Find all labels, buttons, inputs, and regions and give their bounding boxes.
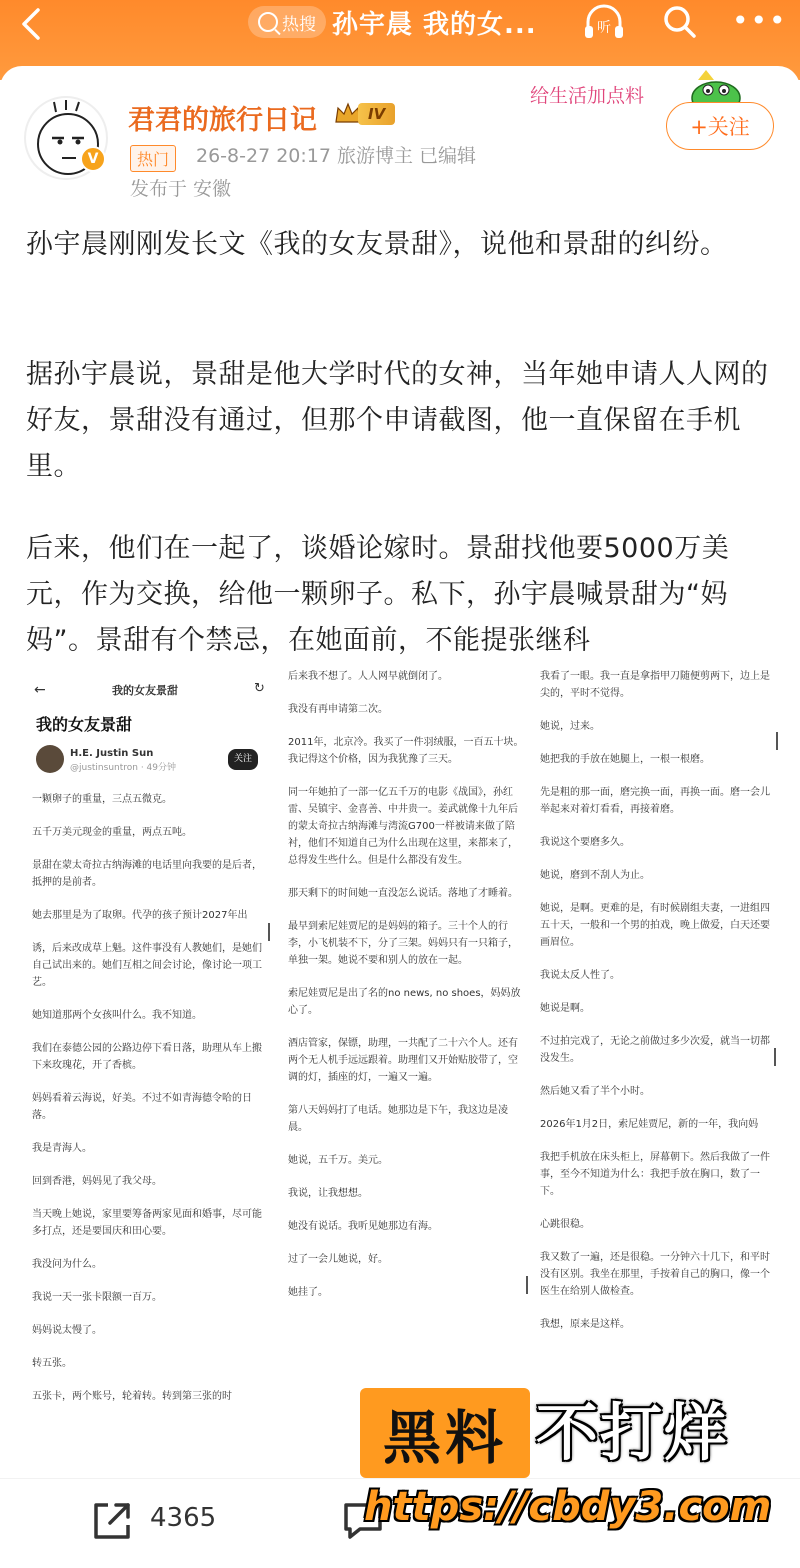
screenshot-paragraph: 先是粗的那一面，磨完换一面，再换一面。磨一会儿举起来对着灯看看，再接着磨。: [540, 787, 770, 815]
refresh-icon: ↻: [254, 681, 265, 696]
column-divider: [526, 1276, 528, 1294]
column-divider: [268, 923, 270, 941]
hot-tag: 热门: [130, 145, 176, 172]
screenshot-paragraph: 第八天妈妈打了电话。她那边是下午，我这边是凌晨。: [288, 1105, 508, 1133]
screenshot-paragraph: 我是青海人。: [32, 1143, 92, 1154]
screenshot-paragraph: 妈妈看着云海说，好美。不过不如青海德令哈的日落。: [32, 1093, 252, 1121]
screenshot-author-row: [32, 743, 264, 785]
screenshot-paragraph: 我说这个要磨多久。: [540, 837, 630, 848]
screenshot-paragraph: 我说一天一张卡限额一百万。: [32, 1292, 162, 1303]
search-icon[interactable]: [660, 2, 700, 42]
follow-button[interactable]: +关注: [666, 102, 774, 150]
post-location: 发布于 安徽: [130, 178, 232, 200]
screenshot-paragraph: 我把手机放在床头柜上，屏幕朝下。然后我做了一件事，至今不知道为什么：我把手放在胸口，数了一下。: [540, 1152, 770, 1197]
screenshot-paragraph: 2026年1月2日，索尼娃贾尼，新的一年，我向妈: [540, 1119, 759, 1130]
hot-search-pill[interactable]: [248, 6, 326, 38]
screenshot-column-2: [288, 668, 524, 1317]
post-paragraph-2: 据孙宇晨说，景甜是他大学时代的女神，当年她申请人人网的好友，景甜没有通过，但那个申请截图，他一直保留在手机里。: [26, 359, 769, 482]
screenshot-paragraph: 索尼娃贾尼是出了名的no news, no shoes，妈妈放心了。: [288, 988, 521, 1016]
screenshot-paragraph: 景甜在蒙太奇拉古纳海滩的电话里向我要的是后者，抵押的是前者。: [32, 860, 262, 888]
article-screenshot-image[interactable]: [24, 668, 776, 1476]
screenshot-paragraph: 我说太反人性了。: [540, 970, 620, 981]
watermark-box: 黑料: [360, 1388, 530, 1478]
screenshot-paragraph: 诱，后来改成草上魁。这件事没有人教她们，是她们自己试出来的。她们互相之间会讨论，像讨论一项工艺。: [32, 943, 262, 988]
screenshot-header-title: 我的女友景甜: [112, 684, 178, 697]
post-meta: 26-8-27 20:17 旅游博主 已编辑: [196, 145, 477, 167]
screenshot-column-3-body: [540, 668, 774, 1333]
post-paragraph-1: 孙宇晨刚刚发长文《我的女友景甜》，说他和景甜的纠纷。: [26, 229, 728, 260]
screenshot-follow-button: 关注: [228, 749, 258, 770]
screenshot-paragraph: 我没问为什么。: [32, 1259, 102, 1270]
level-text: IV: [358, 103, 395, 125]
screenshot-header: [32, 668, 264, 712]
screenshot-paragraph: 2011年，北京冷。我买了一件羽绒服，一百五十块。我记得这个价格，因为我犹豫了三天。: [288, 737, 524, 765]
hot-search-tag: 热搜: [282, 14, 316, 35]
screenshot-paragraph: 她知道那两个女孩叫什么。我不知道。: [32, 1010, 202, 1021]
back-arrow-icon[interactable]: [14, 6, 50, 42]
screenshot-paragraph: 然后她又看了半个小时。: [540, 1086, 650, 1097]
topic-title[interactable]: 孙宇晨 我的女...: [332, 10, 537, 40]
author-name[interactable]: 君君的旅行日记: [128, 105, 317, 136]
screenshot-paragraph: 转五张。: [32, 1358, 72, 1369]
share-icon[interactable]: [88, 1497, 136, 1545]
screenshot-paragraph: 不过拍完戏了，无论之前做过多少次爱，就当一切都没发生。: [540, 1036, 770, 1064]
screenshot-paragraph: 她挂了。: [288, 1287, 328, 1298]
screenshot-paragraph: 当天晚上她说，家里要筹备两家见面和婚事，尽可能多打点，还是要国庆和田心要。: [32, 1209, 262, 1237]
screenshot-paragraph: 我们在泰德公园的公路边停下看日落，助理从车上搬下来玫瑰花，开了香槟。: [32, 1043, 262, 1071]
watermark-text: 不打烊: [536, 1396, 729, 1469]
screenshot-paragraph: 她说，是啊。更难的是，有时候剧组夫妻，一进组四五十天，一般和一个男的拍戏，晚上做爱，白天还要画眉位。: [540, 903, 770, 948]
screenshot-author-name: H.E. Justin Sun: [70, 748, 154, 759]
back-arrow-icon: ←: [34, 682, 46, 698]
screenshot-paragraph: 最早到索尼娃贾尼的是妈妈的箱子。三十个人的行李，小飞机装不下，分了三架。妈妈只有一只箱子，单独一架。她说不要和别人的放在一起。: [288, 921, 518, 966]
screenshot-paragraph: 我没有再申请第二次。: [288, 704, 388, 715]
verified-badge-icon: V: [80, 146, 106, 172]
screenshot-paragraph: 我说，让我想想。: [288, 1188, 368, 1199]
screenshot-column-3: [540, 668, 774, 1349]
screenshot-column-1: [32, 668, 264, 1421]
screenshot-paragraph: 同一年她拍了一部一亿五千万的电影《战国》，孙红雷、吴镇宇、金喜善、中井贵一。姜武就像十九年后的蒙太奇拉古纳海滩与湾流G700一样被请来做了陪衬，他们不知道自己为什么出现在这里，来都来了，总得发生些什么。但是什么都没有发生。: [288, 787, 518, 866]
screenshot-paragraph: 心跳很稳。: [540, 1219, 590, 1230]
screenshot-paragraph: 我看了一眼。我一直是拿指甲刀随便剪两下，边上是尖的，平时不觉得。: [540, 671, 770, 699]
sticker-logo-text: 给生活加点料: [530, 85, 645, 107]
screenshot-paragraph: 我想，原来是这样。: [540, 1319, 630, 1330]
screenshot-paragraph: 酒店管家，保镖，助理，一共配了二十六个人。还有两个无人机手远远跟着。助理们又开始贴胶带了，空调的灯，插座的灯，一遍又一遍。: [288, 1038, 518, 1083]
search-icon: [258, 12, 278, 32]
screenshot-paragraph: 她说，五千万。美元。: [288, 1155, 388, 1166]
screenshot-paragraph: 过了一会儿她说，好。: [288, 1254, 388, 1265]
screenshot-paragraph: 她去那里是为了取卵。代孕的孩子预计2027年出: [32, 910, 248, 921]
screenshot-paragraph: 她说，磨到不刮人为止。: [540, 870, 650, 881]
screenshot-paragraph: 我又数了一遍，还是很稳。一分钟六十几下，和平时没有区别。我坐在那里，手按着自己的胸口，像一个医生在给别人做检查。: [540, 1252, 770, 1297]
screenshot-paragraph: 她把我的手放在她腿上，一根一根磨。: [540, 754, 710, 765]
screenshot-paragraph: 回到香港，妈妈见了我父母。: [32, 1176, 162, 1187]
listen-headphones-icon[interactable]: [582, 2, 626, 42]
screenshot-paragraph: 那天剩下的时间她一直没怎么说话。落地了才睡着。: [288, 888, 518, 899]
screenshot-paragraph: 她没有说话。我听见她那边有海。: [288, 1221, 438, 1232]
screenshot-paragraph: 她说，过来。: [540, 721, 600, 732]
more-options-icon[interactable]: •••: [732, 4, 788, 37]
listen-label: 听: [597, 20, 611, 36]
post-paragraph-3: 后来，他们在一起了，谈婚论嫁时。景甜找他要5000万美元，作为交换，给他一颗卵子。私下，孙宇晨喊景甜为“妈妈”。景甜有个禁忌，在她面前，不能提张继科: [26, 533, 730, 656]
screenshot-paragraph: 五张卡，两个账号，轮着转。转到第三张的时: [32, 1391, 232, 1402]
level-badge: [334, 100, 395, 128]
watermark-url: https://cbdy3.com: [364, 1484, 772, 1530]
screenshot-author-handle: @justinsuntron · 49分钟: [70, 763, 177, 773]
column-divider: [774, 1048, 776, 1066]
screenshot-paragraph: 一颗卵子的重量，三点五微克。: [32, 794, 172, 805]
share-count: 4365: [150, 1503, 217, 1533]
avatar: [36, 745, 64, 773]
screenshot-paragraph: 五千万美元现金的重量，两点五吨。: [32, 827, 192, 838]
screenshot-paragraph: 妈妈说太慢了。: [32, 1325, 102, 1336]
screenshot-column-1-body: [32, 791, 264, 1405]
screenshot-paragraph: 她说是啊。: [540, 1003, 590, 1014]
screenshot-paragraph: 后来我不想了。人人网早就倒闭了。: [288, 671, 448, 682]
screenshot-article-title: 我的女友景甜: [36, 715, 133, 734]
column-divider: [776, 732, 778, 750]
screenshot-column-2-body: [288, 668, 524, 1301]
